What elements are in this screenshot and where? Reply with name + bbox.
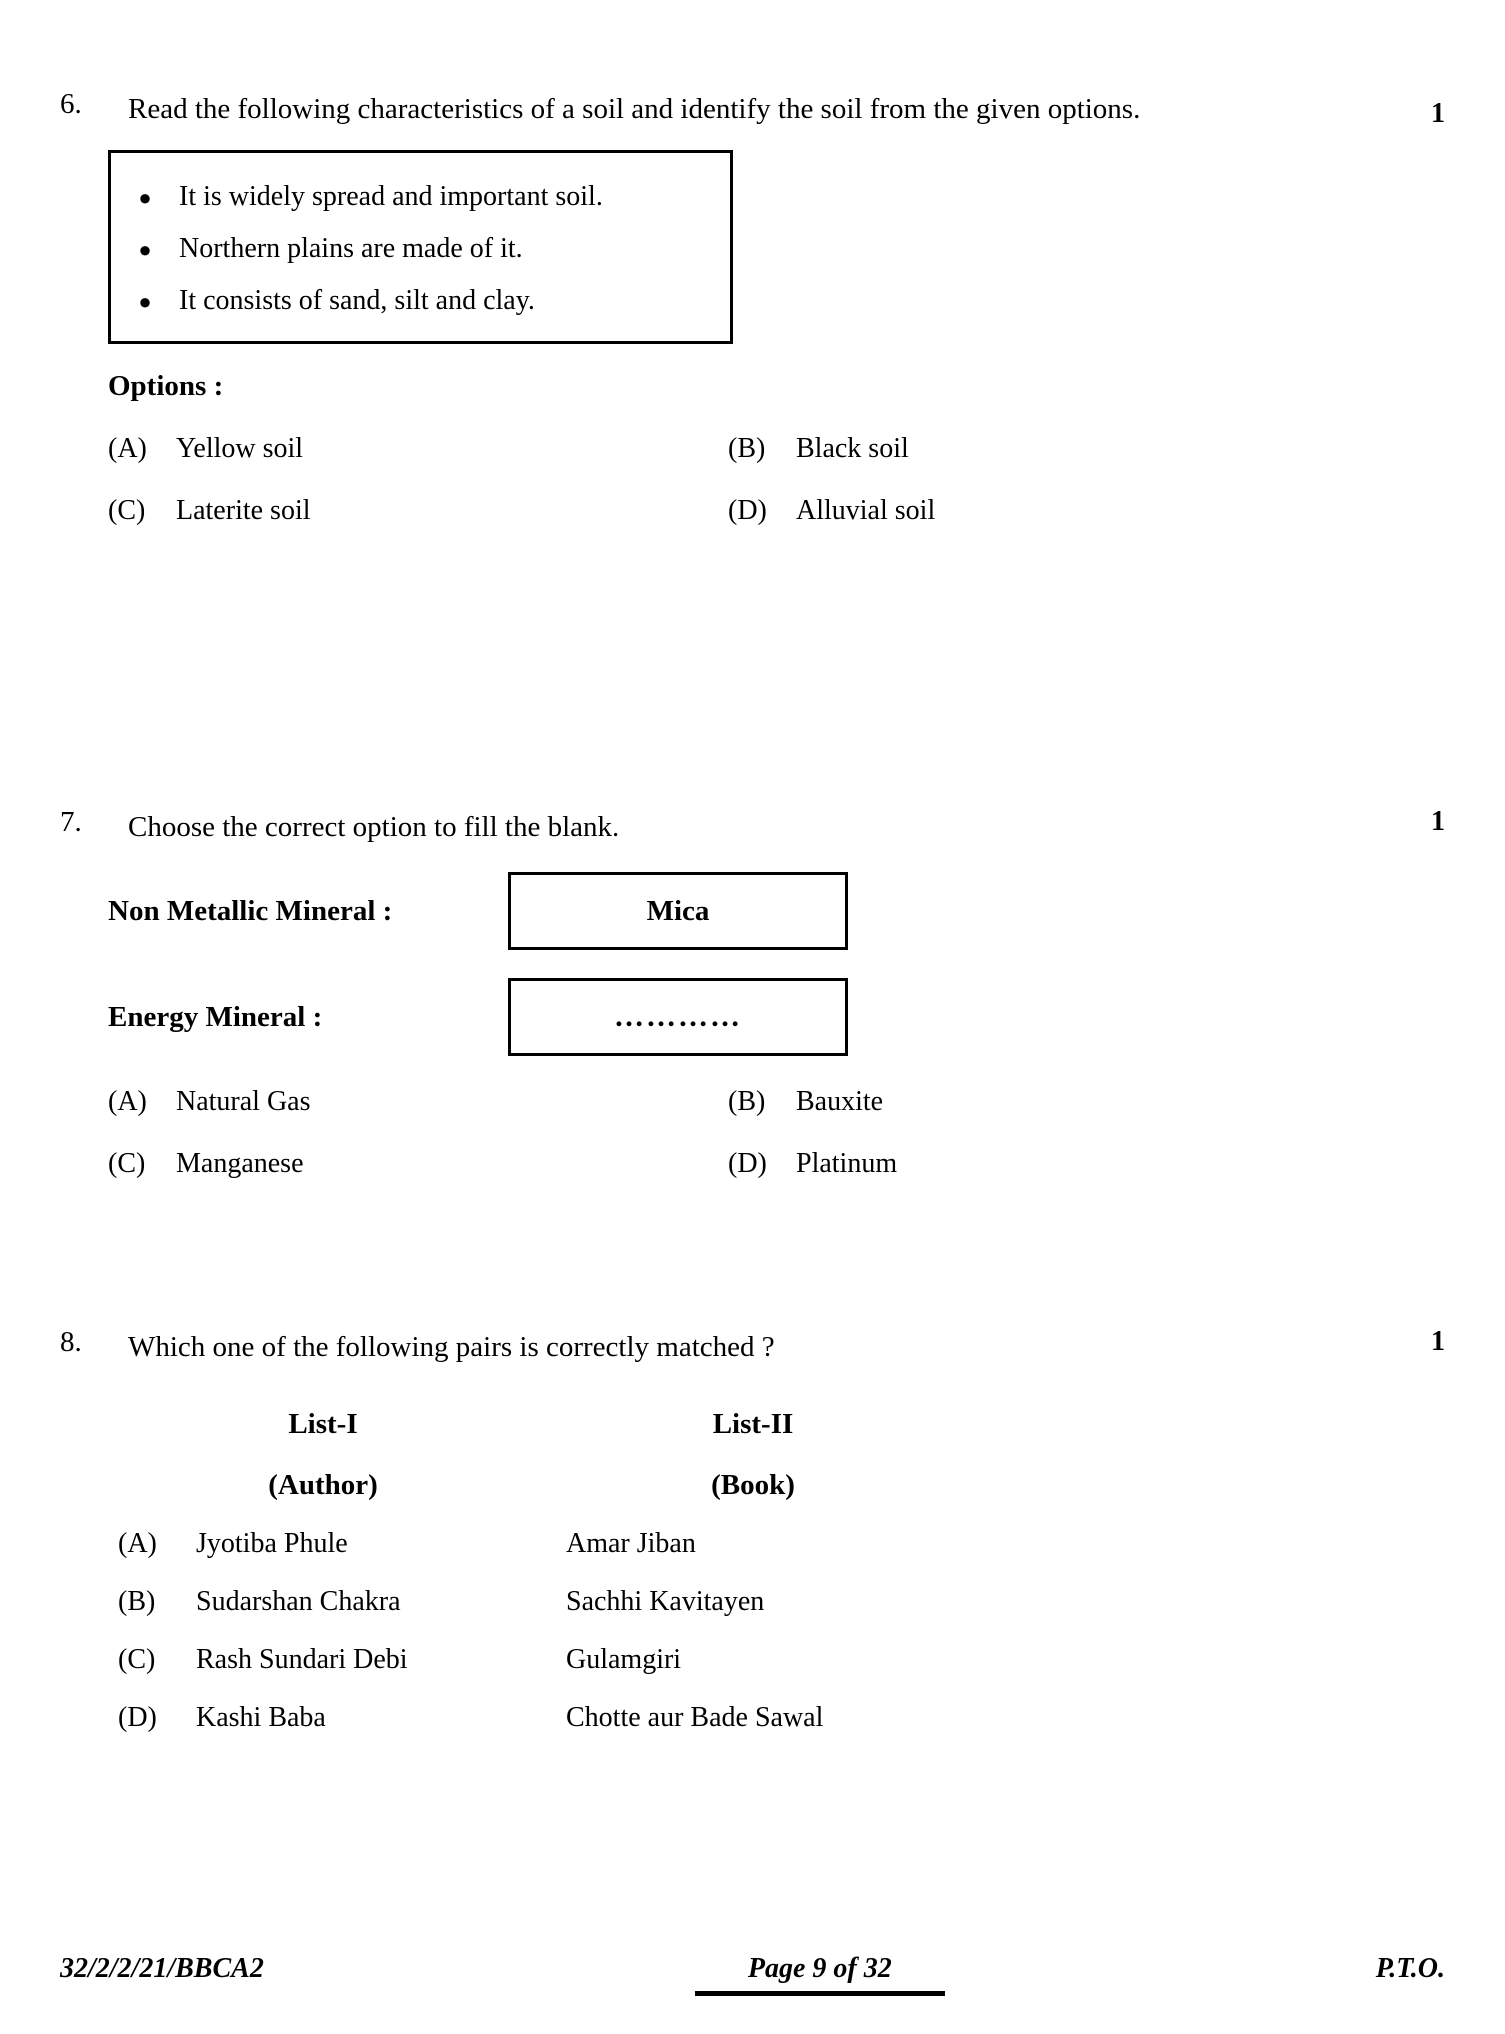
option-key: (D) [728, 1148, 767, 1179]
list-headers [108, 1408, 1208, 1441]
option-label: Platinum [796, 1148, 898, 1179]
pair-author: Rash Sundari Debi [196, 1644, 408, 1675]
non-metallic-mineral-row [108, 872, 1445, 950]
pair-table [60, 1528, 1445, 1734]
page-indicator [695, 1953, 945, 1996]
option-key: (B) [728, 1086, 766, 1117]
question-8-number: 8. [60, 1326, 82, 1358]
question-8-marks: 1 [1431, 1326, 1445, 1357]
question-6-marks: 1 [1431, 98, 1445, 129]
non-metallic-mineral-label: Non Metallic Mineral : [108, 894, 393, 927]
option-key: (C) [108, 1148, 146, 1179]
option-label: Yellow soil [176, 433, 304, 464]
question-7 [60, 800, 1445, 1180]
non-metallic-mineral-value-box: Mica [508, 872, 848, 950]
fact-text: It consists of sand, silt and clay. [179, 285, 535, 316]
pair-book: Gulamgiri [566, 1644, 682, 1675]
option-key: (B) [728, 433, 766, 464]
fact-item [111, 223, 730, 275]
option-row [108, 495, 1398, 527]
pair-book: Amar Jiban [566, 1528, 696, 1559]
question-6 [60, 82, 1445, 527]
page-footer [60, 1953, 1445, 1996]
option-label: Black soil [796, 433, 909, 464]
option-d[interactable] [728, 495, 1348, 527]
option-row [108, 433, 1398, 465]
option-label: Manganese [176, 1148, 304, 1179]
option-c[interactable] [108, 495, 728, 527]
footer-rule [695, 1991, 945, 1996]
fact-text: It is widely spread and important soil. [179, 181, 603, 212]
pair-book: Chotte aur Bade Sawal [566, 1702, 824, 1733]
pto-label: P.T.O. [1375, 1953, 1445, 1984]
list-1-subheader: (Author) [268, 1469, 378, 1501]
option-key: (A) [108, 1086, 147, 1117]
bullet-icon: ● [138, 237, 152, 262]
fact-item [111, 171, 730, 223]
question-7-header [60, 800, 1445, 854]
question-8 [60, 1320, 1445, 1734]
list-subheaders [108, 1469, 1208, 1502]
table-row[interactable] [118, 1528, 1445, 1560]
option-c[interactable] [108, 1148, 728, 1180]
bullet-icon: ● [138, 185, 152, 210]
question-6-number: 6. [60, 88, 82, 120]
page-label: Page 9 of 32 [747, 1953, 892, 1984]
option-label: Natural Gas [176, 1086, 311, 1117]
option-d[interactable] [728, 1148, 1348, 1180]
fact-item [111, 275, 730, 327]
bullet-icon: ● [138, 289, 152, 314]
pair-key: (D) [118, 1702, 157, 1733]
paper-code: 32/2/2/21/BBCA2 [60, 1953, 264, 1984]
question-6-header [60, 82, 1445, 136]
option-key: (A) [108, 433, 147, 464]
table-row[interactable] [118, 1586, 1445, 1618]
option-row [108, 1086, 1398, 1118]
question-8-text: Which one of the following pairs is correctly matched ? [128, 1331, 775, 1363]
option-label: Bauxite [796, 1086, 884, 1117]
list-2-subheader: (Book) [711, 1469, 795, 1501]
question-6-options [108, 433, 1398, 527]
pair-key: (C) [118, 1644, 156, 1675]
option-key: (D) [728, 495, 767, 526]
option-b[interactable] [728, 1086, 1348, 1118]
pair-key: (A) [118, 1528, 157, 1559]
pair-author: Sudarshan Chakra [196, 1586, 401, 1617]
fact-text: Northern plains are made of it. [179, 233, 523, 264]
question-6-fact-box [108, 150, 733, 344]
table-row[interactable] [118, 1644, 1445, 1676]
question-6-options-label: Options : [108, 370, 224, 402]
option-row [108, 1148, 1398, 1180]
question-7-marks: 1 [1431, 806, 1445, 837]
energy-mineral-label: Energy Mineral : [108, 1000, 323, 1033]
question-7-text: Choose the correct option to fill the blank. [128, 811, 620, 843]
list-2-header: List-II [712, 1408, 794, 1440]
table-row[interactable] [118, 1702, 1445, 1734]
pair-book: Sachhi Kavitayen [566, 1586, 765, 1617]
pair-key: (B) [118, 1586, 156, 1617]
energy-mineral-row [108, 978, 1445, 1056]
option-a[interactable] [108, 433, 728, 465]
option-key: (C) [108, 495, 146, 526]
option-b[interactable] [728, 433, 1348, 465]
option-a[interactable] [108, 1086, 728, 1118]
question-7-options [108, 1086, 1398, 1180]
question-6-text: Read the following characteristics of a soil and identify the soil from the given options. [128, 93, 1141, 125]
pair-author: Kashi Baba [196, 1702, 326, 1733]
energy-mineral-blank-box[interactable]: ………… [508, 978, 848, 1056]
question-8-header [60, 1320, 1445, 1374]
option-label: Laterite soil [176, 495, 311, 526]
question-7-number: 7. [60, 806, 82, 838]
option-label: Alluvial soil [796, 495, 936, 526]
list-1-header: List-I [288, 1408, 358, 1440]
pair-author: Jyotiba Phule [196, 1528, 348, 1559]
